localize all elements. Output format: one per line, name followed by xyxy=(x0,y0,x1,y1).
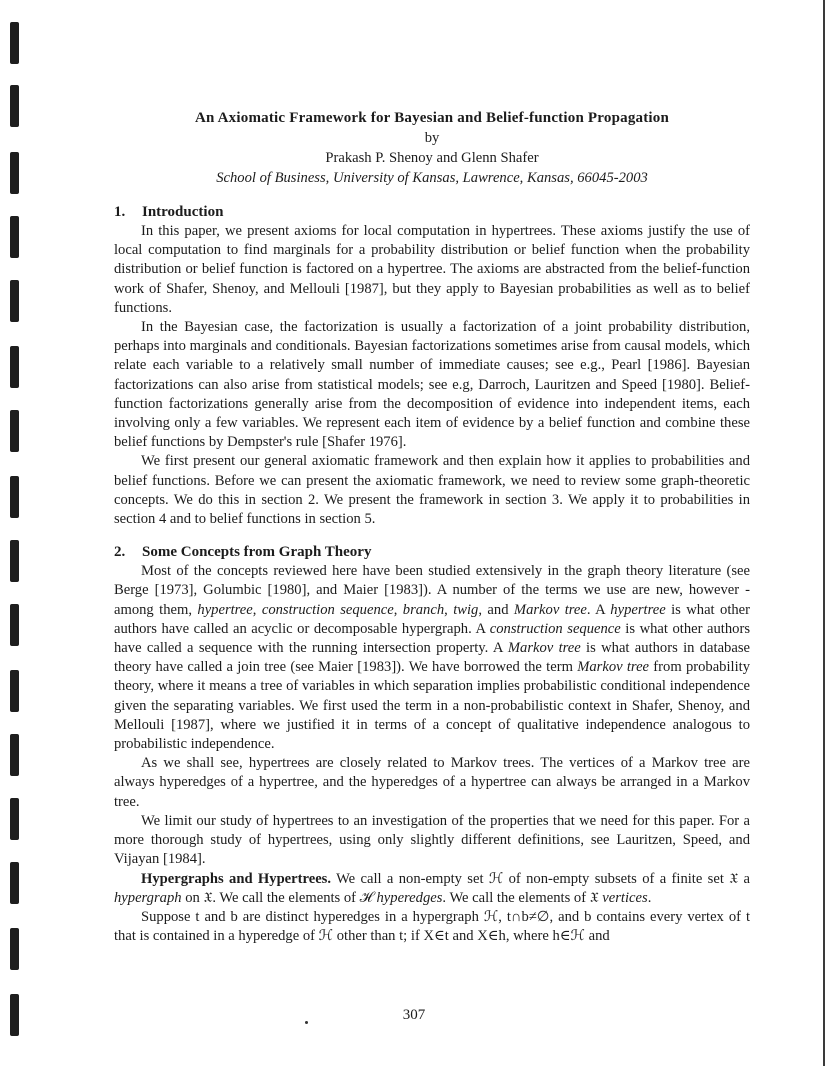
section-number: 1. xyxy=(114,204,126,220)
term: construction sequence xyxy=(489,620,621,637)
term: construction sequence xyxy=(261,601,394,618)
paragraph: Hypergraphs and Hypertrees. We call a non-empty set ℋ of non-empty subsets of a finite set 𝔛 a hypergraph on 𝔛. We call the elements of ℋ hyperedges. We call the elements of 𝔛 vertices. xyxy=(114,870,750,906)
title-block xyxy=(114,108,750,188)
term: vertices xyxy=(602,889,648,906)
byline: by xyxy=(424,130,440,146)
paper-page xyxy=(114,108,750,946)
paragraph: We first present our general axiomatic framework and then explain how it applies to probabilities and belief functions. Before we can present the axiomatic framework, we need to review some graph-theoretic concepts. We do this in section 2. We present the framework in section 3. We apply it to probabilities in section 4 and to belief functions in section 5. xyxy=(114,453,750,528)
run-in-heading: Hypergraphs and Hypertrees. xyxy=(141,870,331,887)
paragraph: In the Bayesian case, the factorization is usually a factorization of a joint probability distribution, perhaps into marginals and conditionals. Bayesian factorizations sometimes arise from causal models, which relate each variable to a relatively small number of immediate causes; see e.g., Pearl [1986]. Bayesian factorizations can also arise from statistical models; see e.g, Darroch, Lauritzen and Speed [1980]. Belief-function factorizations generally arise from the decomposition of evidence into independent items, each involving only a few variables. We represent each item of evidence by a belief function and combine these belief functions by Dempster's rule [Shafer 1976]. xyxy=(114,319,750,451)
paragraph: As we shall see, hypertrees are closely related to Markov trees. The vertices of a Markov tree are always hyperedges of a hypertree, and the hyperedges of a hypertree can always be arranged in a Markov tree. xyxy=(114,755,750,810)
paragraph: Most of the concepts reviewed here have been studied extensively in the graph theory literature (see Berge [1973], Golumbic [1980], and Maier [1983]). A number of the terms we use are new, however - among them, hypertree, construction sequence, branch, twig, and Markov tree. A hypertree is what other authors have called an acyclic or decomposable hypergraph. A construction sequence is what other authors have called a sequence with the running intersection property. A Markov tree is what authors in database theory have called a join tree (see Maier [1983]). We have borrowed the term Markov tree from probability theory, where it means a tree of variables in which separation implies probabilistic conditional independence given the separating variables. We first used the term in a non-probabilistic context in Shafer, Shenoy, and Mellouli [1987], where we justified it in terms of a concept of qualitative independence analogous to probabilistic independence. xyxy=(114,563,751,753)
term: hyperedges xyxy=(376,889,443,906)
term: branch xyxy=(402,601,445,618)
term: hypertree xyxy=(610,601,666,618)
page-edge-line xyxy=(823,0,825,1066)
paper-title: An Axiomatic Framework for Bayesian and Belief-function Propagation xyxy=(194,110,670,126)
section-title: Some Concepts from Graph Theory xyxy=(142,544,372,561)
authors: Prakash P. Shenoy and Glenn Shafer xyxy=(325,150,539,166)
term: Markov tree xyxy=(577,659,650,676)
term: hypertree xyxy=(197,601,253,618)
term: Markov tree xyxy=(513,601,587,618)
section-heading-graph-theory xyxy=(114,543,750,562)
paragraph: Suppose t and b are distinct hyperedges in a hypergraph ℋ, t∩b≠∅, and b contains every vertex of t that is contained in a hyperedge of ℋ other than t; if X∈t and X∈h, where h∈ℋ and xyxy=(114,908,750,945)
section-heading-introduction xyxy=(114,203,750,222)
section-title: Introduction xyxy=(142,204,224,220)
affiliation: School of Business, University of Kansas, Lawrence, Kansas, 66045-2003 xyxy=(216,170,648,186)
term: Markov tree xyxy=(507,640,581,657)
page-number: 307 xyxy=(402,1007,426,1023)
paragraph: In this paper, we present axioms for local computation in hypertrees. These axioms justify the use of local computation to find marginals for a probability distribution or belief function when the probability distribution or belief function is factored on a hypertree. The axioms are abstracted from the belief-function work of Shafer, Shenoy, and Mellouli [1987], but they apply to Bayesian probabilities as well as to belief functions. xyxy=(114,223,750,316)
paragraph: We limit our study of hypertrees to an investigation of the properties that we need for this paper. For a more thorough study of hypertrees, using only slightly different definitions, see Lauritzen, Speed, and Vijayan [1984]. xyxy=(114,812,750,868)
section-number: 2. xyxy=(114,544,126,561)
term: twig xyxy=(453,601,479,618)
binding-holes xyxy=(0,0,22,1066)
term: hypergraph xyxy=(114,889,182,906)
